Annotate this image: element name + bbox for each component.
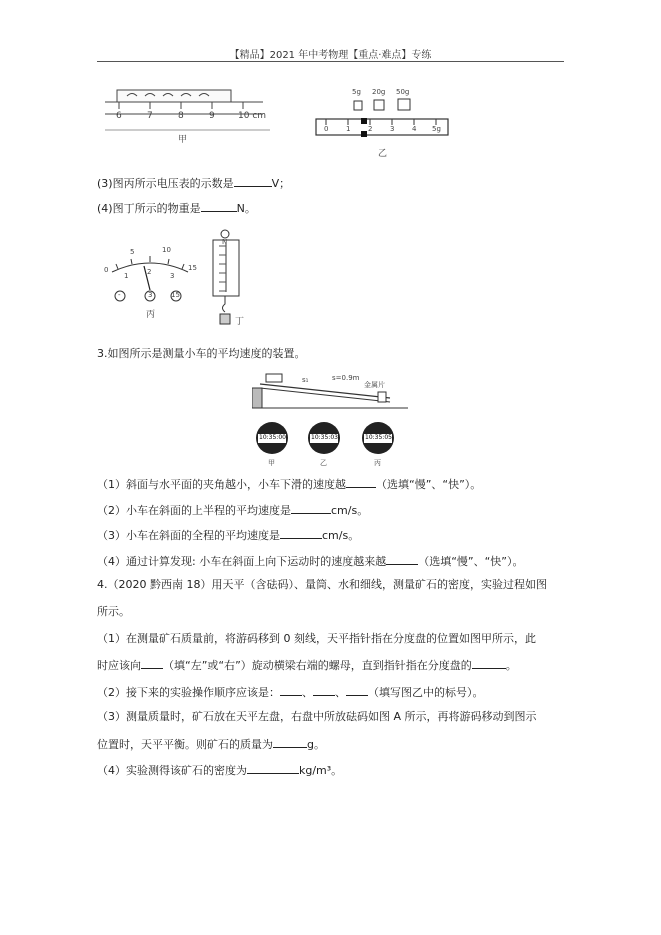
p4-q4: （4）实验测得该矿石的密度为 kg/m³。	[97, 764, 343, 777]
balance-caption: 乙	[378, 149, 388, 159]
terminal-label: 15	[171, 291, 180, 299]
voltmeter-caption: 丙	[146, 310, 156, 320]
terminal-label: -	[118, 291, 121, 299]
ruler-tick: 8	[178, 111, 184, 121]
voltmeter-tick: 0	[104, 266, 109, 274]
scale-tick: 5g	[432, 125, 441, 133]
p4-q3-cont: 位置时，天平平衡。则矿石的质量为 g。	[97, 738, 325, 751]
voltmeter-tick: 5	[130, 248, 135, 256]
stopwatch-label: 乙	[320, 459, 327, 467]
p4-q3: （3）测量质量时，矿石放在天平左盘，右盘中所放砝码如图 A 所示，再将游码移动到图示	[97, 710, 537, 723]
scale-tick: 2	[368, 125, 373, 133]
p4-q1: （1）在测量矿石质量前，将游码移到 0 刻线，天平指针指在分度盘的位置如图甲所示，此	[97, 632, 536, 645]
weight-label: 5g	[352, 88, 361, 96]
stopwatch-label: 丙	[374, 459, 381, 467]
scale-tick: 0	[324, 125, 329, 133]
problem-4-title: 4.（2020 黔西南 18）用天平（含砝码）、量筒、水和细线，测量矿石的密度，实验过程如图	[97, 578, 547, 591]
answer-blank[interactable]	[280, 684, 302, 696]
incline-s1-label: s₁	[302, 376, 309, 384]
ruler-caption: 甲	[178, 135, 188, 145]
incline-distance-label: s=0.9m	[332, 374, 360, 382]
answer-blank[interactable]	[141, 657, 163, 669]
question-4-weight: (4)图丁所示的物重是 N。	[97, 202, 256, 215]
p4-q2: （2）接下来的实验操作顺序应该是： 、 、 （填写图乙中的标号）。	[97, 686, 484, 699]
voltmeter-tick: 15	[188, 264, 197, 272]
answer-blank[interactable]	[234, 175, 272, 187]
scale-tick: 1	[346, 125, 351, 133]
question-3-voltmeter: (3)图丙所示电压表的示数是 V；	[97, 177, 291, 190]
page-header: 【精品】2021 年中考物理【重点·难点】专练	[229, 50, 432, 61]
voltmeter-inner-tick: 3	[170, 272, 175, 280]
ruler-tick: 6	[116, 111, 122, 121]
weight-label: 50g	[396, 88, 410, 96]
answer-blank[interactable]	[247, 762, 299, 774]
spring-scale-figure	[203, 228, 253, 330]
spring-caption: 丁	[235, 317, 245, 327]
spring-scale-drawing	[203, 228, 253, 330]
ruler-figure	[105, 84, 275, 156]
answer-blank[interactable]	[386, 553, 418, 565]
answer-blank[interactable]	[291, 502, 331, 514]
answer-blank[interactable]	[273, 736, 307, 748]
ruler-tick: 9	[209, 111, 215, 121]
answer-blank[interactable]	[313, 684, 335, 696]
voltmeter-inner-tick: 2	[147, 268, 152, 276]
stopwatch-time: 10:35:03	[311, 434, 338, 441]
scale-tick: 4	[412, 125, 417, 133]
p3-q1: （1）斜面与水平面的夹角越小，小车下滑的速度越 （选填“慢”、“快”）。	[97, 478, 482, 491]
p3-q4: （4）通过计算发现: 小车在斜面上向下运动时的速度越来越 （选填“慢”、“快”）。	[97, 555, 524, 568]
ruler-tick: 10 cm	[238, 111, 267, 121]
answer-blank[interactable]	[346, 476, 376, 488]
spring-unit: N	[222, 238, 228, 246]
metal-plate-label: 金属片	[364, 381, 385, 389]
voltmeter-inner-tick: 1	[124, 272, 129, 280]
p3-q3: （3）小车在斜面的全程的平均速度是 cm/s。	[97, 529, 360, 542]
answer-blank[interactable]	[280, 527, 322, 539]
answer-blank[interactable]	[472, 657, 506, 669]
ruler-tick: 7	[147, 111, 153, 121]
balance-scale-figure	[312, 88, 462, 160]
p4-q1-cont: 时应该向 （填“左”或“右”）旋动横梁右端的螺母，直到指针指在分度盘的 。	[97, 659, 517, 672]
incline-figure	[252, 368, 408, 474]
problem-3-title: 3.如图所示是测量小车的平均速度的装置。	[97, 347, 306, 360]
p3-q2: （2）小车在斜面的上半程的平均速度是 cm/s。	[97, 504, 369, 517]
stopwatch-label: 甲	[268, 459, 275, 467]
voltmeter-figure	[100, 244, 200, 320]
weight-label: 20g	[372, 88, 386, 96]
voltmeter-tick: 10	[162, 246, 171, 254]
answer-blank[interactable]	[201, 200, 237, 212]
stopwatch-time: 10:35:00	[259, 434, 286, 441]
answer-blank[interactable]	[346, 684, 368, 696]
terminal-label: 3	[148, 291, 153, 299]
stopwatch-time: 10:35:05	[365, 434, 392, 441]
problem-4-title-cont: 所示。	[97, 605, 130, 618]
scale-tick: 3	[390, 125, 395, 133]
header-divider	[97, 61, 564, 62]
